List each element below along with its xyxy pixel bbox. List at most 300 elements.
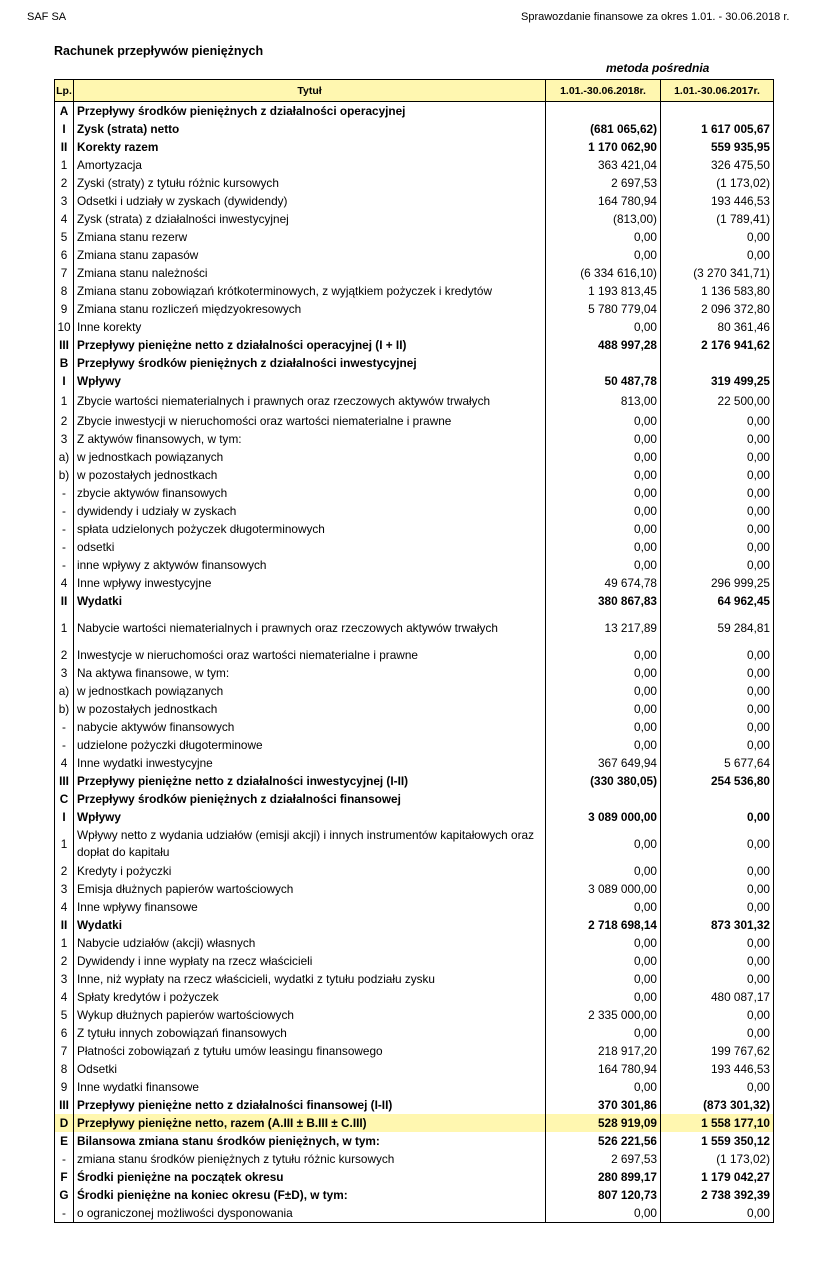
row-value-2018: 528 919,09	[546, 1114, 661, 1132]
row-lp: -	[55, 520, 74, 538]
row-title: Zbycie wartości niematerialnych i prawnych oraz rzeczowych aktywów trwałych	[74, 390, 546, 412]
row-value-2018: 0,00	[546, 1078, 661, 1096]
row-lp: 8	[55, 1060, 74, 1078]
page-title: Rachunek przepływów pieniężnych	[54, 44, 264, 58]
row-value-2018: 2 335 000,00	[546, 1006, 661, 1024]
table-row	[55, 880, 774, 898]
table-row	[55, 790, 774, 808]
row-title: o ograniczonej możliwości dysponowania	[74, 1204, 546, 1223]
row-title: inne wpływy z aktywów finansowych	[74, 556, 546, 574]
table-row	[55, 354, 774, 372]
table-row	[55, 520, 774, 538]
row-lp: 9	[55, 300, 74, 318]
row-value-2018: 488 997,28	[546, 336, 661, 354]
table-row	[55, 120, 774, 138]
row-title: Odsetki i udziały w zyskach (dywidendy)	[74, 192, 546, 210]
row-value-2017: 254 536,80	[661, 772, 774, 790]
row-title: Przepływy środków pieniężnych z działalności operacyjnej	[74, 102, 546, 121]
table-row	[55, 1024, 774, 1042]
row-value-2017: 0,00	[661, 228, 774, 246]
row-value-2018: (813,00)	[546, 210, 661, 228]
table-row	[55, 646, 774, 664]
row-title: Bilansowa zmiana stanu środków pieniężnych, w tym:	[74, 1132, 546, 1150]
row-lp: 9	[55, 1078, 74, 1096]
row-value-2017: 0,00	[661, 520, 774, 538]
row-title: Zmiana stanu zobowiązań krótkoterminowych, z wyjątkiem pożyczek i kredytów	[74, 282, 546, 300]
table-row	[55, 556, 774, 574]
table-row	[55, 988, 774, 1006]
table-row	[55, 1114, 774, 1132]
row-title: Zmiana stanu należności	[74, 264, 546, 282]
row-value-2017: 559 935,95	[661, 138, 774, 156]
row-value-2017: 0,00	[661, 1078, 774, 1096]
row-lp: 8	[55, 282, 74, 300]
row-value-2017: 0,00	[661, 700, 774, 718]
row-title: Z tytułu innych zobowiązań finansowych	[74, 1024, 546, 1042]
row-title: Korekty razem	[74, 138, 546, 156]
row-lp: 3	[55, 664, 74, 682]
table-row	[55, 1042, 774, 1060]
row-value-2017: 199 767,62	[661, 1042, 774, 1060]
table-row	[55, 264, 774, 282]
row-value-2018: 380 867,83	[546, 592, 661, 610]
row-value-2018: (330 380,05)	[546, 772, 661, 790]
table-row	[55, 1060, 774, 1078]
row-value-2017: 0,00	[661, 430, 774, 448]
row-title: Zysk (strata) z działalności inwestycyjnej	[74, 210, 546, 228]
row-title: Przepływy pieniężne netto, razem (A.III ± B.III ± C.III)	[74, 1114, 546, 1132]
row-title: Spłaty kredytów i pożyczek	[74, 988, 546, 1006]
table-row	[55, 1078, 774, 1096]
row-value-2018	[546, 790, 661, 808]
row-value-2017: 193 446,53	[661, 1060, 774, 1078]
table-row	[55, 700, 774, 718]
row-value-2018: 1 170 062,90	[546, 138, 661, 156]
row-value-2018: 0,00	[546, 412, 661, 430]
row-title: zbycie aktywów finansowych	[74, 484, 546, 502]
row-value-2018: 0,00	[546, 682, 661, 700]
table-row	[55, 466, 774, 484]
table-row	[55, 1186, 774, 1204]
row-value-2017	[661, 354, 774, 372]
row-value-2017: 0,00	[661, 898, 774, 916]
row-value-2017: (3 270 341,71)	[661, 264, 774, 282]
row-lp: 4	[55, 574, 74, 592]
row-value-2017: 0,00	[661, 826, 774, 862]
row-value-2017: 80 361,46	[661, 318, 774, 336]
row-lp: I	[55, 372, 74, 390]
row-value-2018: 0,00	[546, 228, 661, 246]
report-period: Sprawozdanie finansowe za okres 1.01. - 30.06.2018 r.	[521, 11, 790, 23]
row-lp: b)	[55, 700, 74, 718]
row-value-2018: (681 065,62)	[546, 120, 661, 138]
row-value-2017: 319 499,25	[661, 372, 774, 390]
row-value-2017: 0,00	[661, 970, 774, 988]
row-value-2017: 1 179 042,27	[661, 1168, 774, 1186]
table-row	[55, 826, 774, 862]
table-row	[55, 1150, 774, 1168]
row-title: Inne wydatki inwestycyjne	[74, 754, 546, 772]
row-value-2018: 0,00	[546, 952, 661, 970]
row-value-2017: 0,00	[661, 1006, 774, 1024]
row-value-2018: 0,00	[546, 502, 661, 520]
row-lp: 4	[55, 898, 74, 916]
row-value-2018: 526 221,56	[546, 1132, 661, 1150]
row-value-2018: (6 334 616,10)	[546, 264, 661, 282]
row-lp: 5	[55, 228, 74, 246]
row-title: Przepływy środków pieniężnych z działalności finansowej	[74, 790, 546, 808]
row-value-2017: 873 301,32	[661, 916, 774, 934]
row-lp: -	[55, 1150, 74, 1168]
row-title: Wydatki	[74, 916, 546, 934]
row-title: Kredyty i pożyczki	[74, 862, 546, 880]
row-value-2017: 480 087,17	[661, 988, 774, 1006]
row-title: Zyski (straty) z tytułu różnic kursowych	[74, 174, 546, 192]
table-row	[55, 430, 774, 448]
row-value-2018: 49 674,78	[546, 574, 661, 592]
row-title: w pozostałych jednostkach	[74, 700, 546, 718]
row-title: Środki pieniężne na początek okresu	[74, 1168, 546, 1186]
row-title: Nabycie wartości niematerialnych i prawnych oraz rzeczowych aktywów trwałych	[74, 610, 546, 646]
table-row	[55, 448, 774, 466]
row-value-2017: 0,00	[661, 466, 774, 484]
row-value-2017	[661, 102, 774, 121]
row-value-2018: 363 421,04	[546, 156, 661, 174]
table-row	[55, 664, 774, 682]
table-row	[55, 934, 774, 952]
row-title: Wydatki	[74, 592, 546, 610]
row-value-2018: 2 697,53	[546, 1150, 661, 1168]
row-value-2017: 0,00	[661, 934, 774, 952]
row-value-2017: 0,00	[661, 880, 774, 898]
row-value-2017: 0,00	[661, 484, 774, 502]
row-value-2017	[661, 790, 774, 808]
row-value-2018: 0,00	[546, 988, 661, 1006]
row-value-2017: 0,00	[661, 862, 774, 880]
table-row	[55, 1096, 774, 1114]
row-value-2018: 0,00	[546, 484, 661, 502]
row-title: w jednostkach powiązanych	[74, 448, 546, 466]
row-title: Emisja dłużnych papierów wartościowych	[74, 880, 546, 898]
row-value-2017: 0,00	[661, 246, 774, 264]
row-lp: I	[55, 808, 74, 826]
row-lp: b)	[55, 466, 74, 484]
row-lp: 3	[55, 430, 74, 448]
row-value-2017: 1 136 583,80	[661, 282, 774, 300]
row-lp: II	[55, 916, 74, 934]
row-value-2018: 0,00	[546, 700, 661, 718]
table-row	[55, 538, 774, 556]
row-value-2018: 0,00	[546, 1024, 661, 1042]
table-row	[55, 1204, 774, 1223]
row-lp: II	[55, 138, 74, 156]
table-row	[55, 718, 774, 736]
row-title: Wpływy	[74, 372, 546, 390]
row-lp: 2	[55, 174, 74, 192]
row-title: odsetki	[74, 538, 546, 556]
table-row	[55, 592, 774, 610]
row-title: Zbycie inwestycji w nieruchomości oraz wartości niematerialne i prawne	[74, 412, 546, 430]
row-title: nabycie aktywów finansowych	[74, 718, 546, 736]
row-value-2017: 22 500,00	[661, 390, 774, 412]
table-row	[55, 736, 774, 754]
row-value-2018: 0,00	[546, 538, 661, 556]
row-title: Środki pieniężne na koniec okresu (F±D), w tym:	[74, 1186, 546, 1204]
row-value-2018: 0,00	[546, 466, 661, 484]
row-value-2018: 5 780 779,04	[546, 300, 661, 318]
row-value-2018: 370 301,86	[546, 1096, 661, 1114]
table-row	[55, 808, 774, 826]
row-value-2017: 0,00	[661, 1024, 774, 1042]
row-value-2018: 0,00	[546, 898, 661, 916]
row-value-2018: 0,00	[546, 448, 661, 466]
row-title: Wykup dłużnych papierów wartościowych	[74, 1006, 546, 1024]
row-title: Na aktywa finansowe, w tym:	[74, 664, 546, 682]
row-value-2017: 2 176 941,62	[661, 336, 774, 354]
row-lp: F	[55, 1168, 74, 1186]
table-row	[55, 502, 774, 520]
row-lp: C	[55, 790, 74, 808]
row-lp: -	[55, 1204, 74, 1223]
row-title: Inne korekty	[74, 318, 546, 336]
row-lp: III	[55, 1096, 74, 1114]
row-value-2018: 0,00	[546, 430, 661, 448]
row-title: Zysk (strata) netto	[74, 120, 546, 138]
row-lp: 4	[55, 988, 74, 1006]
row-value-2018	[546, 354, 661, 372]
row-value-2018: 0,00	[546, 736, 661, 754]
row-lp: II	[55, 592, 74, 610]
table-row	[55, 970, 774, 988]
row-title: Inne wpływy inwestycyjne	[74, 574, 546, 592]
row-lp: 1	[55, 610, 74, 646]
row-title: Płatności zobowiązań z tytułu umów leasingu finansowego	[74, 1042, 546, 1060]
row-value-2017: 0,00	[661, 1204, 774, 1223]
row-title: dywidendy i udziały w zyskach	[74, 502, 546, 520]
row-value-2017: 59 284,81	[661, 610, 774, 646]
row-lp: 3	[55, 192, 74, 210]
row-lp: 1	[55, 826, 74, 862]
table-row	[55, 754, 774, 772]
table-row	[55, 1132, 774, 1150]
row-value-2018: 1 193 813,45	[546, 282, 661, 300]
table-row	[55, 138, 774, 156]
row-title: Przepływy pieniężne netto z działalności operacyjnej (I + II)	[74, 336, 546, 354]
row-title: Wpływy netto z wydania udziałów (emisji akcji) i innych instrumentów kapitałowych oraz dopłat do kapitału	[74, 826, 546, 862]
table-row	[55, 246, 774, 264]
row-value-2017: 2 738 392,39	[661, 1186, 774, 1204]
row-value-2018: 218 917,20	[546, 1042, 661, 1060]
row-value-2018: 3 089 000,00	[546, 880, 661, 898]
row-value-2018: 0,00	[546, 646, 661, 664]
table-row	[55, 1168, 774, 1186]
row-title: Inwestycje w nieruchomości oraz wartości niematerialne i prawne	[74, 646, 546, 664]
row-title: Przepływy pieniężne netto z działalności inwestycyjnej (I-II)	[74, 772, 546, 790]
row-value-2017: 64 962,45	[661, 592, 774, 610]
table-row	[55, 174, 774, 192]
row-title: Zmiana stanu rozliczeń międzyokresowych	[74, 300, 546, 318]
row-lp: a)	[55, 448, 74, 466]
table-row	[55, 318, 774, 336]
row-value-2018: 280 899,17	[546, 1168, 661, 1186]
row-title: Inne, niż wypłaty na rzecz właścicieli, wydatki z tytułu podziału zysku	[74, 970, 546, 988]
table-row	[55, 336, 774, 354]
table-row	[55, 862, 774, 880]
table-header-row	[55, 80, 774, 102]
row-value-2018: 2 718 698,14	[546, 916, 661, 934]
row-value-2017: (1 789,41)	[661, 210, 774, 228]
table-row	[55, 372, 774, 390]
row-value-2018: 0,00	[546, 718, 661, 736]
table-row	[55, 412, 774, 430]
row-title: Nabycie udziałów (akcji) własnych	[74, 934, 546, 952]
row-title: Inne wydatki finansowe	[74, 1078, 546, 1096]
col-lp-header: Lp.	[55, 80, 74, 102]
company-name: SAF SA	[27, 11, 67, 23]
row-value-2017: 0,00	[661, 682, 774, 700]
cash-flow-table	[54, 79, 774, 1223]
table-row	[55, 156, 774, 174]
row-lp: -	[55, 484, 74, 502]
row-value-2017: 193 446,53	[661, 192, 774, 210]
row-value-2017: 0,00	[661, 664, 774, 682]
row-value-2018: 0,00	[546, 520, 661, 538]
row-lp: 3	[55, 970, 74, 988]
table-row	[55, 300, 774, 318]
row-value-2018: 2 697,53	[546, 174, 661, 192]
row-lp: 10	[55, 318, 74, 336]
table-row	[55, 484, 774, 502]
row-value-2018: 50 487,78	[546, 372, 661, 390]
table-row	[55, 228, 774, 246]
row-lp: 6	[55, 1024, 74, 1042]
table-row	[55, 1006, 774, 1024]
row-title: Z aktywów finansowych, w tym:	[74, 430, 546, 448]
row-value-2018: 0,00	[546, 934, 661, 952]
row-value-2017: 326 475,50	[661, 156, 774, 174]
row-title: Inne wpływy finansowe	[74, 898, 546, 916]
row-lp: 7	[55, 1042, 74, 1060]
table-row	[55, 102, 774, 121]
table-row	[55, 916, 774, 934]
row-value-2018: 367 649,94	[546, 754, 661, 772]
row-lp: 1	[55, 934, 74, 952]
row-lp: B	[55, 354, 74, 372]
row-value-2017: 0,00	[661, 412, 774, 430]
row-title: Wpływy	[74, 808, 546, 826]
row-value-2017: 0,00	[661, 646, 774, 664]
row-value-2017: 1 617 005,67	[661, 120, 774, 138]
row-value-2017: 1 558 177,10	[661, 1114, 774, 1132]
row-value-2017: 0,00	[661, 556, 774, 574]
table-row	[55, 210, 774, 228]
row-value-2017: 0,00	[661, 718, 774, 736]
row-value-2018: 0,00	[546, 664, 661, 682]
row-value-2018: 0,00	[546, 862, 661, 880]
row-title: w pozostałych jednostkach	[74, 466, 546, 484]
row-lp: -	[55, 502, 74, 520]
row-value-2017: 1 559 350,12	[661, 1132, 774, 1150]
row-value-2018: 0,00	[546, 556, 661, 574]
row-lp: -	[55, 538, 74, 556]
row-value-2017: 2 096 372,80	[661, 300, 774, 318]
row-value-2018: 0,00	[546, 826, 661, 862]
row-value-2017: (873 301,32)	[661, 1096, 774, 1114]
col-period-2017-header: 1.01.-30.06.2017r.	[661, 80, 774, 102]
row-value-2017: (1 173,02)	[661, 1150, 774, 1168]
col-title-header: Tytuł	[74, 80, 546, 102]
row-value-2018	[546, 102, 661, 121]
row-lp: E	[55, 1132, 74, 1150]
row-title: spłata udzielonych pożyczek długoterminowych	[74, 520, 546, 538]
row-lp: I	[55, 120, 74, 138]
row-lp: 6	[55, 246, 74, 264]
table-body	[55, 102, 774, 1223]
row-lp: -	[55, 736, 74, 754]
row-title: Odsetki	[74, 1060, 546, 1078]
row-value-2017: 0,00	[661, 448, 774, 466]
row-value-2018: 0,00	[546, 318, 661, 336]
table-row	[55, 952, 774, 970]
row-lp: A	[55, 102, 74, 121]
row-value-2018: 164 780,94	[546, 192, 661, 210]
row-lp: 1	[55, 390, 74, 412]
row-value-2017: 0,00	[661, 808, 774, 826]
row-lp: III	[55, 772, 74, 790]
row-lp: a)	[55, 682, 74, 700]
table-row	[55, 192, 774, 210]
row-title: w jednostkach powiązanych	[74, 682, 546, 700]
row-lp: 7	[55, 264, 74, 282]
row-title: Przepływy pieniężne netto z działalności finansowej (I-II)	[74, 1096, 546, 1114]
table-row	[55, 772, 774, 790]
row-lp: 5	[55, 1006, 74, 1024]
row-lp: 3	[55, 880, 74, 898]
row-value-2018: 0,00	[546, 970, 661, 988]
row-value-2018: 164 780,94	[546, 1060, 661, 1078]
row-lp: 2	[55, 412, 74, 430]
row-value-2018: 813,00	[546, 390, 661, 412]
row-lp: 1	[55, 156, 74, 174]
row-lp: G	[55, 1186, 74, 1204]
row-value-2018: 0,00	[546, 246, 661, 264]
table-row	[55, 610, 774, 646]
row-lp: 4	[55, 210, 74, 228]
row-lp: D	[55, 1114, 74, 1132]
row-value-2017: (1 173,02)	[661, 174, 774, 192]
row-value-2017: 0,00	[661, 502, 774, 520]
row-title: udzielone pożyczki długoterminowe	[74, 736, 546, 754]
row-value-2018: 807 120,73	[546, 1186, 661, 1204]
row-title: Dywidendy i inne wypłaty na rzecz właścicieli	[74, 952, 546, 970]
table-row	[55, 390, 774, 412]
row-lp: 4	[55, 754, 74, 772]
row-value-2018: 3 089 000,00	[546, 808, 661, 826]
row-value-2018: 0,00	[546, 1204, 661, 1223]
table-row	[55, 574, 774, 592]
method-label: metoda pośrednia	[606, 61, 710, 75]
row-title: Przepływy środków pieniężnych z działalności inwestycyjnej	[74, 354, 546, 372]
row-title: Zmiana stanu zapasów	[74, 246, 546, 264]
row-value-2017: 0,00	[661, 736, 774, 754]
table-row	[55, 282, 774, 300]
row-title: Zmiana stanu rezerw	[74, 228, 546, 246]
table-row	[55, 682, 774, 700]
row-lp: 2	[55, 952, 74, 970]
col-period-2018-header: 1.01.-30.06.2018r.	[546, 80, 661, 102]
row-lp: 2	[55, 646, 74, 664]
row-title: zmiana stanu środków pieniężnych z tytułu różnic kursowych	[74, 1150, 546, 1168]
